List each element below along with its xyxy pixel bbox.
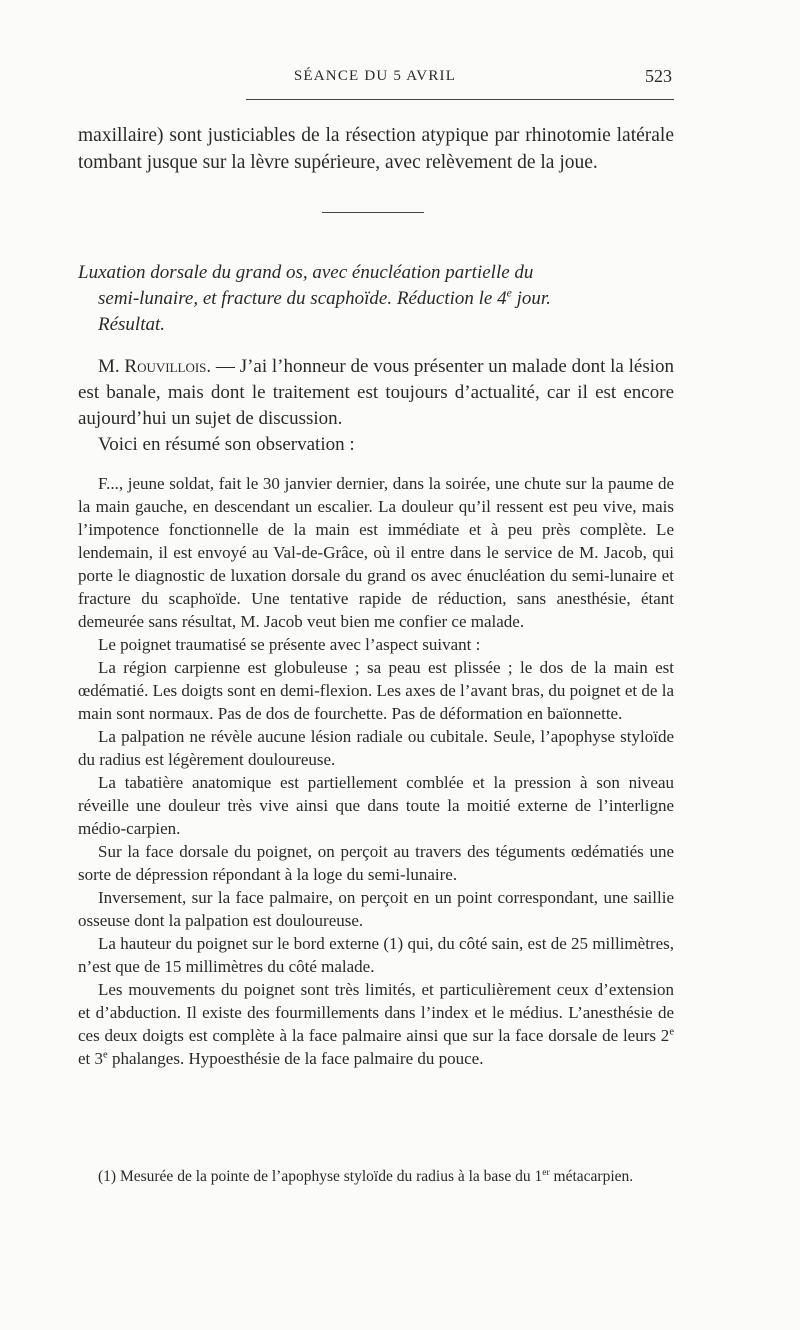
observation-paragraph-height: La hauteur du poignet sur le bord externe (1) qui, du côté sain, est de 25 millimètres, n’est que de 15 millimètres du côté malade. xyxy=(78,934,674,976)
observation-paragraph: Le poignet traumatisé se présente avec l’aspect suivant : xyxy=(98,635,481,654)
observation-paragraph: Inversement, sur la face palmaire, on perçoit en un point correspondant, une saillie osseuse dont la palpation est douloureuse. xyxy=(78,888,674,930)
observation-paragraph: La région carpienne est globuleuse ; sa peau est plissée ; le dos de la main est œdématié. Les doigts sont en demi-flexion. Les axes de l’avant bras, du poignet et de la main sont normaux. Pas de dos de fourchette. Pas de déformation en baïonnette. xyxy=(78,658,674,723)
page-header xyxy=(78,66,672,96)
intro-paragraph-2: Voici en résumé son observation : xyxy=(98,434,355,455)
speaker-name: M. Rouvillois. xyxy=(98,356,212,377)
observation-paragraph: La tabatière anatomique est partiellement comblée et la pression à son niveau réveille une douleur très vive ainsi que dans toute la moitié externe de l’interligne médio-carpien. xyxy=(78,773,674,838)
observation-paragraph: Sur la face dorsale du poignet, on perçoit au travers des téguments œdématiés une sorte de dépression répondant à la loge du semi-lunaire. xyxy=(78,842,674,884)
running-title: SÉANCE DU 5 AVRIL xyxy=(293,68,457,84)
intro-paragraph-1: M. Rouvillois. — J’ai l’honneur de vous présenter un malade dont la lésion est banale, mais dont le traitement est toujours d’actualité, car il est encore aujourd’hui un sujet de discussion. xyxy=(78,356,675,429)
intro-section xyxy=(78,354,674,458)
continuation-text: maxillaire) sont justiciables de la résection atypique par rhinotomie latérale tombant jusque sur la lèvre supérieure, avec relèvement de la joue. xyxy=(78,125,674,173)
continuation-paragraph xyxy=(78,122,674,176)
section-title-line-1: Luxation dorsale du grand os, avec énucléation partielle du xyxy=(78,262,534,283)
observation-paragraph-movements: Les mouvements du poignet sont très limités, et particulièrement ceux d’extension et d’abduction. Il existe des fourmillements dans l’index et le médius. L’anesthésie de ces deux doigts est complète à la face palmaire ainsi que sur la face dorsale de leurs 2e et 3e phalanges. Hypoesthésie de la face palmaire du pouce. xyxy=(78,980,674,1068)
observation-section xyxy=(78,472,674,1070)
section-divider xyxy=(322,212,424,213)
page-number: 523 xyxy=(645,66,672,86)
section-title-line-2: semi-lunaire, et fracture du scaphoïde. Réduction le 4e jour. xyxy=(98,286,551,309)
observation-paragraph: La palpation ne révèle aucune lésion radiale ou cubitale. Seule, l’apophyse styloïde du radius est légèrement douloureuse. xyxy=(78,727,674,769)
footnote-text: (1) Mesurée de la pointe de l’apophyse styloïde du radius à la base du 1er métacarpien. xyxy=(98,1166,634,1185)
footnote xyxy=(78,1166,674,1187)
section-title-line-3: Résultat. xyxy=(98,314,166,335)
observation-paragraph: F..., jeune soldat, fait le 30 janvier dernier, dans la soirée, une chute sur la paume de la main gauche, en descendant un escalier. La douleur qu’il ressent est peu vive, mais l’impotence fonctionnelle de la main est immédiate et à peu près complète. Le lendemain, il est envoyé au Val-de-Grâce, où il entre dans le service de M. Jacob, qui porte le diagnostic de luxation dorsale du grand os avec énucléation du semi-lunaire et fracture du scaphoïde. Une tentative rapide de réduction, sans anesthésie, étant demeurée sans résultat, M. Jacob veut bien me confier ce malade. xyxy=(78,474,674,631)
section-title xyxy=(78,260,674,338)
header-rule xyxy=(246,99,674,100)
